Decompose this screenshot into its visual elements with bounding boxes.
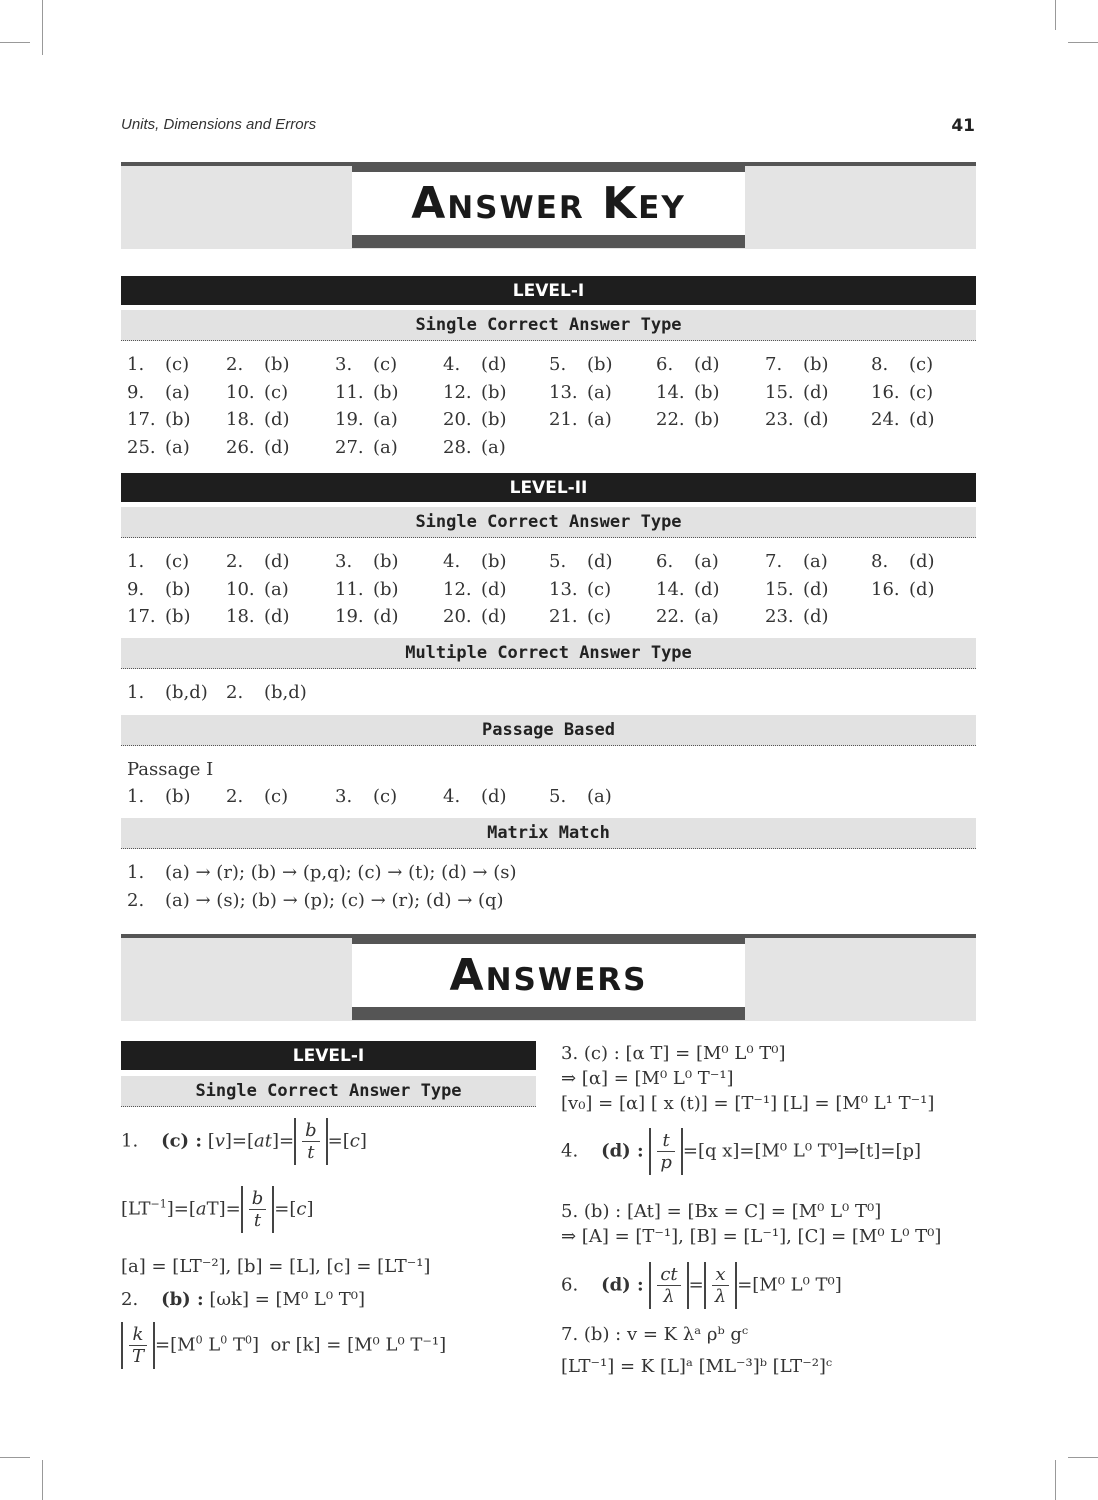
answer-item: 25. (a) <box>127 436 190 458</box>
banner-bar-top <box>352 162 745 172</box>
answer-item: 8. (d) <box>871 551 935 572</box>
banner-inner <box>352 162 745 248</box>
answer-item: 4. (b) <box>443 551 507 572</box>
crop-mark <box>0 42 30 43</box>
answer-item: 5. (a) <box>549 786 612 807</box>
level-1-single-header: Single Correct Answer Type <box>121 310 976 341</box>
answer-item: 2. (d) <box>226 551 290 572</box>
answer-item: 7. (b) <box>765 354 829 375</box>
answer-2-result: $\frac{k}{T}$ $=[M^0$ $L^0$ $T^0$] or [k] = [M⁰ L⁰ T⁻¹] <box>121 1322 446 1369</box>
answer-item: 12. (b) <box>443 381 507 403</box>
answers-banner <box>121 934 976 1021</box>
answer-item: 27. (a) <box>335 436 398 458</box>
bracket: $\frac{ct}{\lambda}$ <box>649 1262 688 1309</box>
answer-item: 13. (c) <box>549 578 612 600</box>
answer-item: 5. (d) <box>549 551 613 572</box>
bracket: $\frac{x}{\lambda}$ <box>704 1262 737 1309</box>
answer-item: 22. (b) <box>656 409 720 430</box>
answer-item: 23. (d) <box>765 606 829 627</box>
answer-item: 3. (c) <box>335 354 398 375</box>
answer-item: 14. (b) <box>656 381 720 403</box>
answer-key-banner <box>121 162 976 249</box>
answer-item: 1. (c) <box>127 551 190 572</box>
answer-item: 6. (a) <box>656 551 719 572</box>
answer-1-formula-b: $[LT^{-1}]=[aT]=$ $\frac{b}{t}$ =[c] <box>121 1188 314 1231</box>
answer-item: 8. (c) <box>871 354 934 375</box>
answer-item: 24. (d) <box>871 409 935 430</box>
answer-key-title: Answer Key <box>411 178 686 229</box>
answer-item: 20. (d) <box>443 606 507 627</box>
answer-item: 7. (a) <box>765 551 828 572</box>
answer-2-formula: 2. (b) : [ωk] = [M⁰ L⁰ T⁰] <box>121 1289 366 1310</box>
answer-6-formula: 6. (d) : $\frac{ct}{\lambda}$ = $\frac{x}{\lambda}$ =[M⁰ L⁰ T⁰] <box>561 1264 842 1307</box>
answer-item: 2. (c) <box>226 786 289 807</box>
answer-item: 16. (c) <box>871 381 934 403</box>
crop-mark <box>1068 42 1098 43</box>
answers-title: Answers <box>449 950 648 1001</box>
crop-mark <box>1055 0 1056 30</box>
answer-1-result: [a] = [LT⁻²], [b] = [L], [c] = [LT⁻¹] <box>121 1256 431 1277</box>
banner-bar-bottom <box>352 235 745 248</box>
bracket: $\frac{k}{T}$ <box>121 1322 155 1369</box>
answer-item: 15. (d) <box>765 578 829 600</box>
answer-5-line-2: ⇒ [A] = [T⁻¹], [B] = [L⁻¹], [C] = [M⁰ L⁰ T⁰] <box>561 1226 942 1247</box>
answer-4-formula: 4. (d) : $\frac{t}{p}$ =[q x]=[M⁰ L⁰ T⁰]⇒[t]=[p] <box>561 1130 922 1173</box>
answer-item: 14. (d) <box>656 578 720 600</box>
crop-mark <box>1055 1460 1056 1500</box>
matrix-row: 2. (a) → (s); (b) → (p); (c) → (r); (d) → (q) <box>127 890 504 911</box>
crop-mark <box>0 1457 30 1458</box>
passage-based-header: Passage Based <box>121 715 976 746</box>
answer-item: 15. (d) <box>765 381 829 403</box>
answer-item: 19. (d) <box>335 606 399 627</box>
answer-item: 4. (d) <box>443 786 507 807</box>
answer-item: 28. (a) <box>443 436 506 458</box>
answer-item: 1. (b,d) <box>127 682 208 703</box>
answer-item: 3. (b) <box>335 551 399 572</box>
answer-item: 3. (c) <box>335 786 398 807</box>
level-2-single-header: Single Correct Answer Type <box>121 507 976 538</box>
matrix-row: 1. (a) → (r); (b) → (p,q); (c) → (t); (d) → (s) <box>127 862 517 883</box>
answer-7-line-1: 7. (b) : v = K λᵃ ρᵇ gᶜ <box>561 1324 749 1345</box>
answer-item: 13. (a) <box>549 381 612 403</box>
running-title: Units, Dimensions and Errors <box>121 116 317 133</box>
answer-item: 19. (a) <box>335 409 398 430</box>
answer-item: 23. (d) <box>765 409 829 430</box>
crop-mark <box>1068 1457 1098 1458</box>
answer-3-line-3: [v₀] = [α] [ x (t)] = [T⁻¹] [L] = [M⁰ L¹ T⁻¹] <box>561 1093 935 1114</box>
multiple-correct-header: Multiple Correct Answer Type <box>121 638 976 669</box>
answer-7-line-2: [LT⁻¹] = K [L]ᵃ [ML⁻³]ᵇ [LT⁻²]ᶜ <box>561 1356 833 1377</box>
answer-item: 11. (b) <box>335 381 399 403</box>
answer-item: 18. (d) <box>226 409 290 430</box>
answer-item: 5. (b) <box>549 354 613 375</box>
answer-item: 4. (d) <box>443 354 507 375</box>
bracket: $\frac{b}{t}$ <box>294 1118 328 1165</box>
answer-item: 26. (d) <box>226 436 290 458</box>
answer-item: 1. (b) <box>127 786 191 807</box>
answers-level-1-header: LEVEL-I <box>121 1041 536 1070</box>
level-2-header: LEVEL-II <box>121 473 976 502</box>
answer-1-formula: 1. (c) : [v]=[at]= $\frac{b}{t}$ =[c] <box>121 1120 367 1163</box>
answer-item: 6. (d) <box>656 354 720 375</box>
answer-item: 11. (b) <box>335 578 399 600</box>
answer-item: 17. (b) <box>127 606 191 627</box>
answer-item: 10. (a) <box>226 578 289 600</box>
answer-item: 1. (c) <box>127 354 190 375</box>
answer-item: 21. (a) <box>549 409 612 430</box>
answer-item: 21. (c) <box>549 606 612 627</box>
answer-3-line-1: 3. (c) : [α T] = [M⁰ L⁰ T⁰] <box>561 1043 786 1064</box>
page-number: 41 <box>951 116 975 136</box>
answers-single-header: Single Correct Answer Type <box>121 1076 536 1107</box>
answer-item: 20. (b) <box>443 409 507 430</box>
answer-item: 16. (d) <box>871 578 935 600</box>
banner-inner <box>352 934 745 1020</box>
bracket: $\frac{t}{p}$ <box>649 1128 683 1175</box>
answer-5-line-1: 5. (b) : [At] = [Bx = C] = [M⁰ L⁰ T⁰] <box>561 1201 882 1222</box>
answer-item: 2. (b,d) <box>226 682 307 703</box>
answer-item: 17. (b) <box>127 409 191 430</box>
matrix-match-header: Matrix Match <box>121 818 976 849</box>
banner-bar-bottom <box>352 1007 745 1020</box>
answer-item: 9. (a) <box>127 381 190 403</box>
answer-3-line-2: ⇒ [α] = [M⁰ L⁰ T⁻¹] <box>561 1068 734 1089</box>
answer-item: 10. (c) <box>226 381 289 403</box>
level-1-header: LEVEL-I <box>121 276 976 305</box>
answer-item: 22. (a) <box>656 606 719 627</box>
banner-bar-top <box>352 934 745 944</box>
crop-mark <box>42 1460 43 1500</box>
bracket: $\frac{b}{t}$ <box>241 1186 275 1233</box>
passage-label: Passage I <box>127 759 214 780</box>
answer-item: 18. (d) <box>226 606 290 627</box>
answer-item: 9. (b) <box>127 578 191 600</box>
crop-mark <box>42 0 43 55</box>
answer-item: 12. (d) <box>443 578 507 600</box>
answer-item: 2. (b) <box>226 354 290 375</box>
